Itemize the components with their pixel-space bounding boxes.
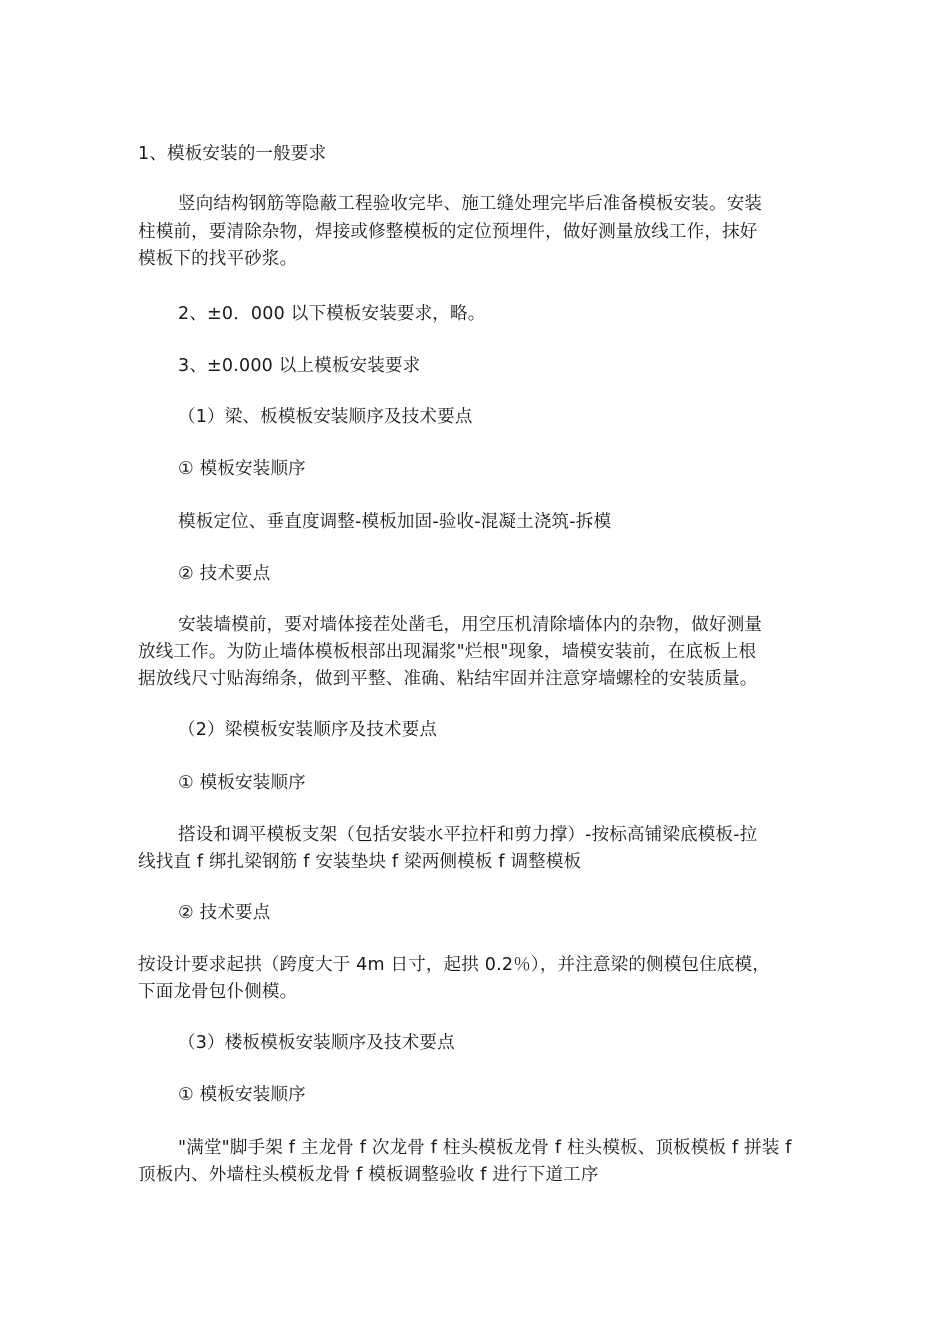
paragraph-line: "满堂"脚手架 f 主龙骨 f 次龙骨 f 柱头模板龙骨 f 柱头模板、顶板模板 f 拼装 f <box>178 1138 792 1158</box>
section-heading-3: 3、±0.000 以上模板安装要求 <box>178 356 421 376</box>
subsection-heading-2: （2）梁模板安装顺序及技术要点 <box>178 720 438 740</box>
item-heading: ② 技术要点 <box>178 564 271 584</box>
paragraph-line: 安装墙模前，要对墙体接茬处凿毛，用空压机清除墙体内的杂物，做好测量 <box>178 615 763 635</box>
paragraph-line: 顶板内、外墙柱头模板龙骨 f 模板调整验收 f 进行下道工序 <box>138 1165 599 1185</box>
section-heading-1: 1、模板安装的一般要求 <box>138 144 327 164</box>
item-heading: ① 模板安装顺序 <box>178 459 306 479</box>
paragraph-line: 模板下的找平砂浆。 <box>138 249 298 269</box>
paragraph-line: 搭设和调平模板支架（包括安装水平拉杆和剪力撑）-按标高铺梁底模板-拉 <box>178 825 758 845</box>
paragraph-line: 下面龙骨包仆侧模。 <box>138 982 298 1002</box>
paragraph-line: 竖向结构钢筋等隐蔽工程验收完毕、施工缝处理完毕后准备模板安装。安装 <box>178 194 763 214</box>
paragraph-line: 模板定位、垂直度调整-模板加固-验收-混凝土浇筑-拆模 <box>178 512 612 532</box>
item-heading: ② 技术要点 <box>178 903 271 923</box>
paragraph-line: 柱模前，要清除杂物，焊接或修整模板的定位预埋件，做好测量放线工作，抹好 <box>138 222 758 242</box>
subsection-heading-3: （3）楼板模板安装顺序及技术要点 <box>178 1033 455 1053</box>
paragraph-line: 按设计要求起拱（跨度大于 4m 日寸，起拱 0.2％），并注意梁的侧模包住底模， <box>138 955 770 975</box>
paragraph-line: 线找直 f 绑扎梁钢筋 f 安装垫块 f 梁两侧模板 f 调整模板 <box>138 852 582 872</box>
item-heading: ① 模板安装顺序 <box>178 773 306 793</box>
paragraph-line: 据放线尺寸贴海绵条，做到平整、准确、粘结牢固并注意穿墙螺栓的安装质量。 <box>138 669 758 689</box>
subsection-heading-1: （1）梁、板模板安装顺序及技术要点 <box>178 407 473 427</box>
section-heading-2: 2、±0．000 以下模板安装要求，略。 <box>178 304 486 324</box>
item-heading: ① 模板安装顺序 <box>178 1085 306 1105</box>
paragraph-line: 放线工作。为防止墙体模板根部出现漏浆"烂根"现象，墙模安装前，在底板上根 <box>138 642 757 662</box>
